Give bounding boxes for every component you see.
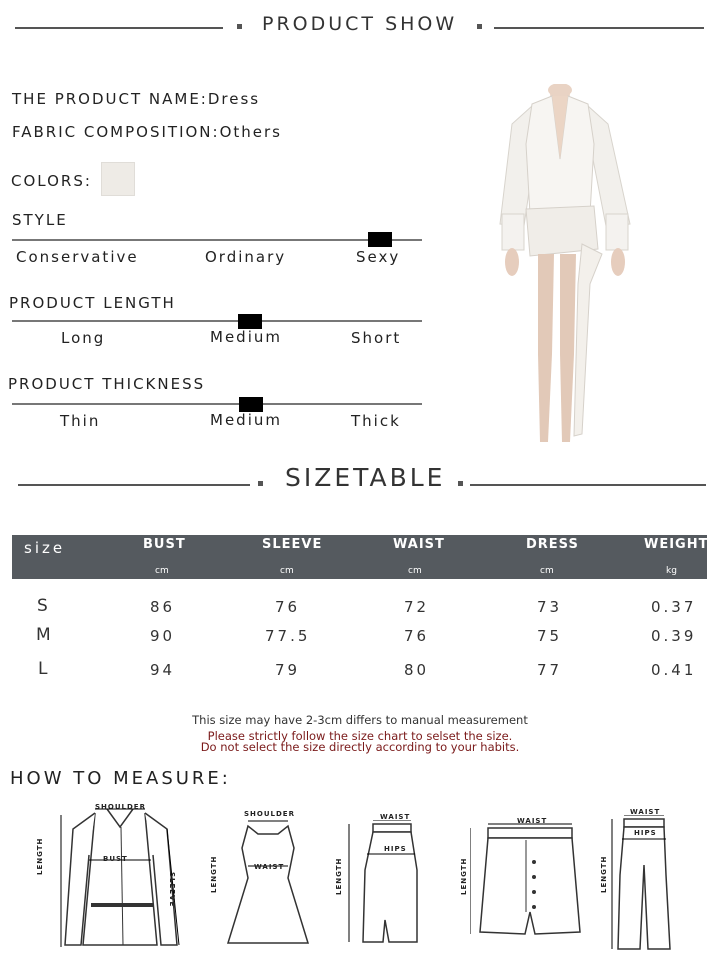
length-track (12, 320, 422, 322)
row-s-dress: 73 (537, 598, 563, 616)
fabric-value: Others (219, 123, 282, 141)
shirt-bust-label: BUST (103, 855, 128, 863)
divider-dot (258, 481, 263, 486)
style-label-ordinary: Ordinary (205, 248, 287, 266)
skirt-hips-label: HIPS (384, 845, 407, 853)
size-warning-1: Please strictly follow the size chart to selset the size. (207, 729, 513, 743)
header-dress: DRESS (526, 537, 579, 552)
size-note: This size may have 2-3cm differs to manual measurement (192, 713, 528, 727)
pants-hips-label: HIPS (634, 829, 657, 837)
row-s-sleeve: 76 (275, 598, 301, 616)
row-m-bust: 90 (150, 627, 176, 645)
row-s-bust: 86 (150, 598, 176, 616)
row-s-weight: 0.37 (651, 598, 697, 616)
style-title: STYLE (12, 211, 68, 229)
thickness-label-thin: Thin (60, 412, 101, 430)
length-label-long: Long (61, 329, 106, 347)
row-l-weight: 0.41 (651, 661, 697, 679)
header-waist: WAIST (393, 537, 445, 552)
product-name-value: Dress (207, 90, 261, 108)
fabric-label: FABRIC COMPOSITION: (12, 123, 220, 141)
style-label-sexy: Sexy (356, 248, 401, 266)
thickness-title: PRODUCT THICKNESS (8, 375, 206, 393)
divider-dot (458, 481, 463, 486)
product-show-title: PRODUCT SHOW (262, 13, 458, 35)
header-sleeve: SLEEVE (262, 537, 323, 552)
shirt-shoulder-label: SHOULDER (95, 803, 146, 811)
sizetable-divider-left (18, 484, 250, 486)
divider-dot (237, 24, 242, 29)
thickness-label-thick: Thick (351, 412, 401, 430)
product-photo (490, 84, 640, 449)
dress-shoulder-label: SHOULDER (244, 810, 295, 818)
row-l-sleeve: 79 (275, 661, 301, 679)
dress-diagram (220, 818, 315, 948)
row-l-dress: 77 (537, 661, 563, 679)
shirt-length-label: LENGTH (36, 837, 44, 875)
style-label-conservative: Conservative (16, 248, 139, 266)
length-label-short: Short (351, 329, 402, 347)
row-s-size: S (37, 596, 51, 616)
unit-sleeve: cm (280, 566, 294, 576)
row-m-weight: 0.39 (651, 627, 697, 645)
header-weight: WEIGHT (644, 537, 709, 552)
row-m-size: M (36, 625, 54, 645)
length-title: PRODUCT LENGTH (9, 294, 176, 312)
row-m-sleeve: 77.5 (265, 627, 311, 645)
shirt-sleeve-label: SLEEVE (168, 872, 176, 908)
pants-waist-label: WAIST (630, 808, 661, 816)
product-name-row (12, 90, 260, 108)
unit-weight: kg (666, 566, 677, 576)
header-bust: BUST (143, 537, 186, 552)
row-m-waist: 76 (404, 627, 430, 645)
size-warning-2: Do not select the size directly according to your habits. (200, 740, 520, 754)
fabric-row (12, 123, 282, 141)
length-marker (238, 314, 262, 329)
sizetable-title: SIZETABLE (285, 463, 446, 492)
thickness-track (12, 403, 422, 405)
colors-label: COLORS: (11, 172, 92, 190)
row-s-waist: 72 (404, 598, 430, 616)
length-label-medium: Medium (210, 328, 282, 346)
unit-dress: cm (540, 566, 554, 576)
divider-right (494, 27, 704, 29)
sizetable-divider-right (470, 484, 706, 486)
skirt-diagram (345, 820, 425, 945)
color-swatch[interactable] (101, 162, 135, 196)
row-m-dress: 75 (537, 627, 563, 645)
row-l-size: L (38, 659, 51, 679)
skirt-waist-label: WAIST (380, 813, 411, 821)
style-track (12, 239, 422, 241)
how-to-measure-title: HOW TO MEASURE: (10, 768, 231, 789)
row-l-waist: 80 (404, 661, 430, 679)
unit-bust: cm (155, 566, 169, 576)
shorts-length-label: LENGTH (460, 857, 468, 895)
dress-waist-label: WAIST (254, 863, 285, 871)
product-name-label: THE PRODUCT NAME: (12, 90, 208, 108)
style-marker (368, 232, 392, 247)
unit-waist: cm (408, 566, 422, 576)
divider-dot (477, 24, 482, 29)
row-l-bust: 94 (150, 661, 176, 679)
pants-length-label: LENGTH (600, 855, 608, 893)
divider-left (15, 27, 223, 29)
shorts-diagram (470, 822, 590, 942)
dress-length-label: LENGTH (210, 855, 218, 893)
header-size: size (24, 539, 66, 557)
shorts-waist-label: WAIST (517, 817, 548, 825)
size-table-header (12, 535, 707, 579)
thickness-label-medium: Medium (210, 411, 282, 429)
skirt-length-label: LENGTH (335, 857, 343, 895)
thickness-marker (239, 397, 263, 412)
